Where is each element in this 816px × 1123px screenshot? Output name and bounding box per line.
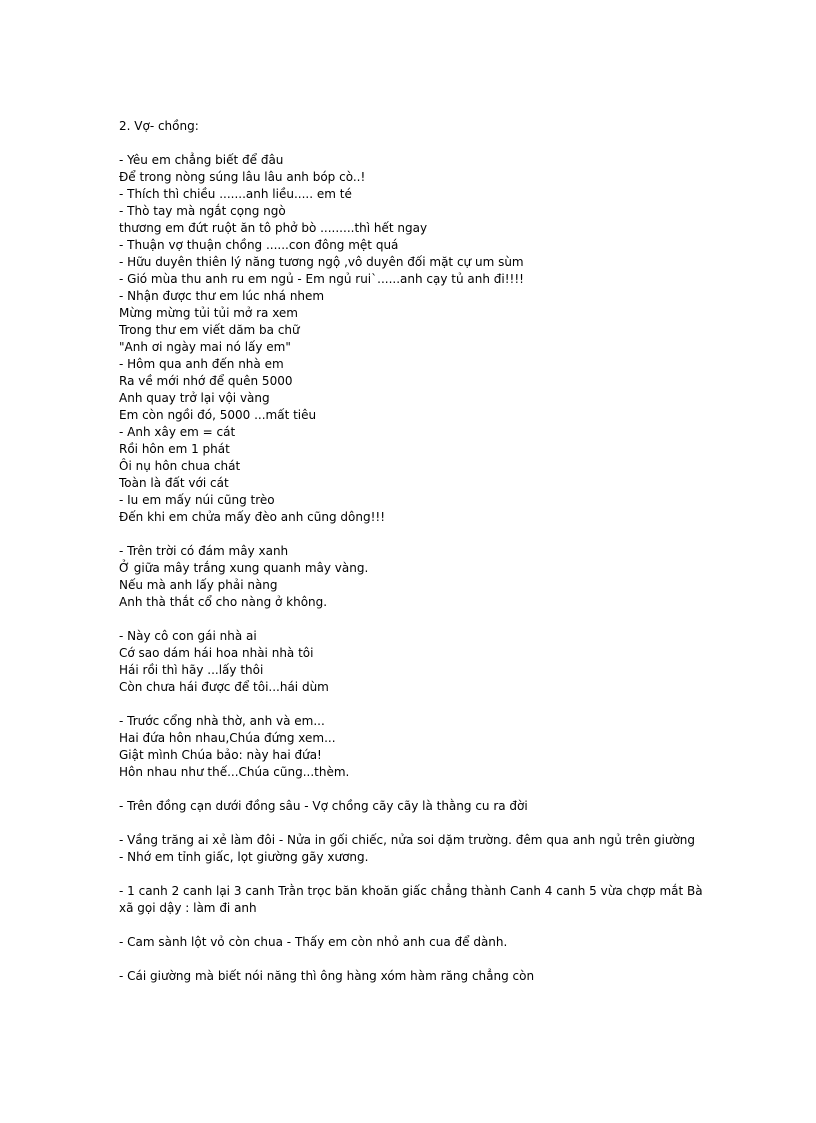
text-line: Ôi nụ hôn chua chát [119, 459, 241, 473]
text-line: Nếu mà anh lấy phải nàng [119, 578, 278, 592]
poem-stanza [119, 883, 709, 917]
text-line: Anh thà thắt cổ cho nàng ở không. [119, 595, 328, 609]
text-line: Còn chưa hái được để tôi...hái dùm [119, 680, 329, 694]
text-line: - Hôm qua anh đến nhà em [119, 357, 284, 371]
poem-stanza [119, 798, 709, 815]
blank-line [119, 611, 709, 628]
text-line: Mừng mừng tủi tủi mở ra xem [119, 306, 298, 320]
poem-stanza [119, 628, 709, 696]
text-line: - Cam sành lột vỏ còn chua - Thấy em còn nhỏ anh cua để dành. [119, 935, 508, 949]
text-line: Hai đứa hôn nhau,Chúa đứng xem... [119, 731, 336, 745]
text-line: - Gió mùa thu anh ru em ngủ - Em ngủ rui`......anh cạy tủ anh đi!!!! [119, 272, 524, 286]
text-line: - Thò tay mà ngắt cọng ngò [119, 204, 286, 218]
text-line: Để trong nòng súng lâu lâu anh bóp cò..! [119, 170, 366, 184]
text-line: - Vầng trăng ai xẻ làm đôi - Nửa in gối chiếc, nửa soi dặm trường. đêm qua anh ngủ trên giường [119, 833, 696, 847]
poem-stanza [119, 832, 709, 866]
text-line: Em còn ngồi đó, 5000 ...mất tiêu [119, 408, 317, 422]
text-line: Hôn nhau như thế...Chúa cũng...thèm. [119, 765, 350, 779]
blank-line [119, 951, 709, 968]
text-line: - Trên trời có đám mây xanh [119, 544, 289, 558]
text-line: - 1 canh 2 canh lại 3 canh Trằn trọc băn khoăn giấc chẳng thành Canh 4 canh 5 vừa chợp mắt Bà xã gọi dậy : làm đi anh [119, 884, 707, 915]
text-line: thương em đứt ruột ăn tô phở bò .........thì hết ngay [119, 221, 428, 235]
text-line: - Thích thì chiều .......anh liều..... em té [119, 187, 352, 201]
blank-line [119, 815, 709, 832]
text-line: Anh quay trở lại vội vàng [119, 391, 270, 405]
text-line: - Trên đồng cạn dưới đồng sâu - Vợ chồng cãy cãy là thằng cu ra đời [119, 799, 528, 813]
blank-line [119, 526, 709, 543]
text-line: Trong thư em viết dăm ba chữ [119, 323, 300, 337]
poem-stanza [119, 934, 709, 951]
blank-line [119, 135, 709, 152]
text-line: - Hữu duyên thiên lý năng tương ngộ ,vô duyên đối mặt cự um sùm [119, 255, 524, 269]
section-heading: 2. Vợ- chồng: [119, 119, 199, 133]
text-line: Toàn là đất với cát [119, 476, 229, 490]
text-line: - Này cô con gái nhà ai [119, 629, 257, 643]
text-line: Cớ sao dám hái hoa nhài nhà tôi [119, 646, 314, 660]
document-body [119, 118, 709, 985]
poem-stanza [119, 713, 709, 781]
text-line: Hái rồi thì hãy ...lấy thôi [119, 663, 264, 677]
text-line: - Trước cổng nhà thờ, anh và em... [119, 714, 325, 728]
text-line: "Anh ơi ngày mai nó lấy em" [119, 340, 291, 354]
blank-line [119, 781, 709, 798]
text-line: - Anh xây em = cát [119, 425, 236, 439]
text-line: - Nhận được thư em lúc nhá nhem [119, 289, 325, 303]
text-line: - Thuận vợ thuận chồng ......con đông mệt quá [119, 238, 399, 252]
text-line: Đến khi em chửa mấy đèo anh cũng dông!!! [119, 510, 386, 524]
text-line: Ra về mới nhớ để quên 5000 [119, 374, 293, 388]
blank-line [119, 917, 709, 934]
poem-stanza [119, 968, 709, 985]
text-line: - Nhớ em tỉnh giấc, lọt giường gãy xương. [119, 850, 369, 864]
poem-stanza [119, 543, 709, 611]
text-line: Giật mình Chúa bảo: này hai đứa! [119, 748, 322, 762]
blank-line [119, 866, 709, 883]
blank-line [119, 696, 709, 713]
text-line: Rồi hôn em 1 phát [119, 442, 230, 456]
text-line: - Iu em mấy núi cũng trèo [119, 493, 275, 507]
text-line: Ở giữa mây trắng xung quanh mây vàng. [119, 561, 369, 575]
text-line: - Cái giường mà biết nói năng thì ông hàng xóm hàm răng chẳng còn [119, 969, 535, 983]
poem-blocks [119, 152, 709, 985]
text-line: - Yêu em chẳng biết để đâu [119, 153, 284, 167]
poem-stanza [119, 152, 709, 526]
